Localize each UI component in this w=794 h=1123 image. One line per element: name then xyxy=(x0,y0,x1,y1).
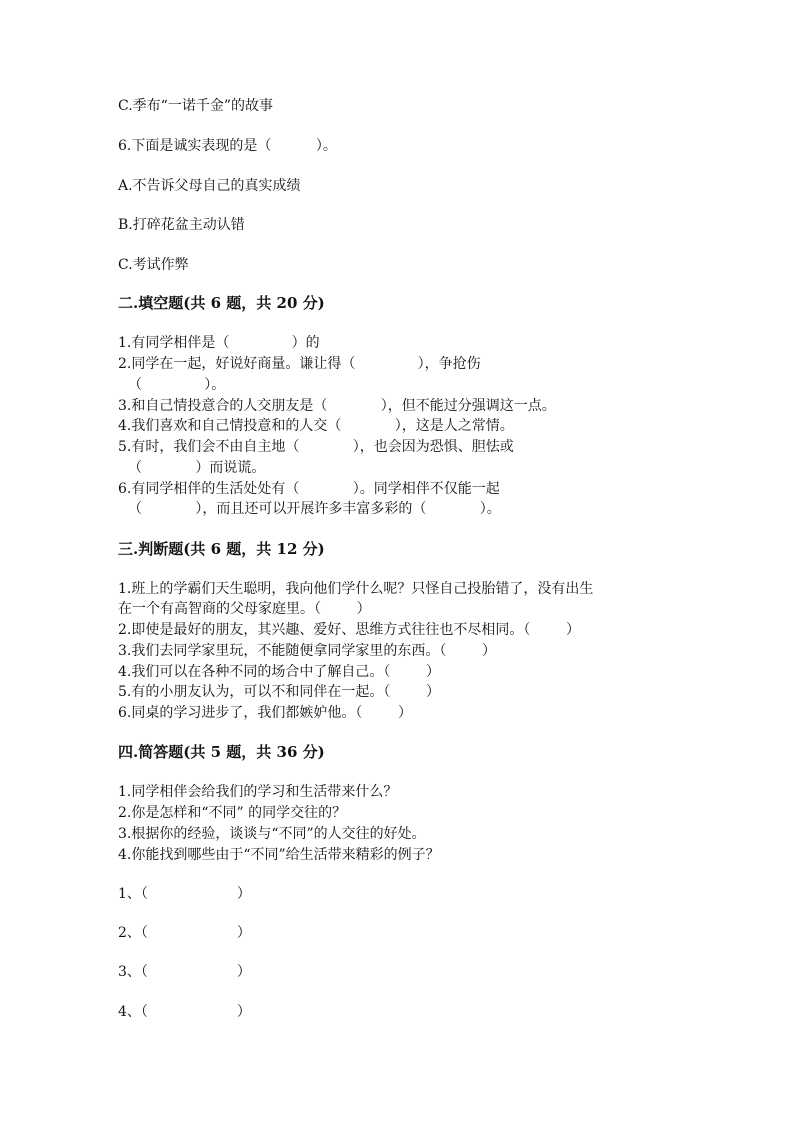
q5-option-c: C.季布“一诺千金”的故事 xyxy=(118,98,273,114)
fill-q2: 2.同学在一起，好说好商量。谦让得（ ），争抢伤 xyxy=(118,356,481,372)
answer-line-3: 3、（ ） xyxy=(118,964,251,980)
judge-q1-cont: 在一个有高智商的父母家庭里。（ ） xyxy=(118,601,371,617)
section-4-heading: 四.简答题(共 5 题，共 36 分) xyxy=(118,743,325,761)
fill-q6-cont: （ ），而且还可以开展许多丰富多彩的（ ）。 xyxy=(128,501,501,517)
q6-option-b: B.打碎花盆主动认错 xyxy=(118,217,245,233)
judge-q6: 6.同桌的学习进步了，我们都嫉妒他。（ ） xyxy=(118,705,412,721)
fill-q4: 4.我们喜欢和自己情投意和的人交（ ），这是人之常情。 xyxy=(118,418,514,434)
section-3-heading: 三.判断题(共 6 题，共 12 分) xyxy=(118,540,325,558)
answer-line-2: 2、（ ） xyxy=(118,925,251,941)
short-q2: 2.你是怎样和“不同” 的同学交往的？ xyxy=(118,805,347,821)
judge-q3: 3.我们去同学家里玩，不能随便拿同学家里的东西。（ ） xyxy=(118,643,496,659)
fill-q2-cont: （ ）。 xyxy=(128,377,226,393)
short-q4: 4.你能找到哪些由于“不同”给生活带来精彩的例子？ xyxy=(118,847,440,863)
short-q3: 3.根据你的经验，谈谈与“不同”的人交往的好处。 xyxy=(118,826,426,842)
judge-q2: 2.即使是最好的朋友，其兴趣、爱好、思维方式往往也不尽相同。（ ） xyxy=(118,622,580,638)
judge-q4: 4.我们可以在各种不同的场合中了解自己。（ ） xyxy=(118,664,440,680)
fill-q5: 5.有时，我们会不由自主地（ ），也会因为恐惧、胆怯或 xyxy=(118,439,514,455)
fill-q5-cont: （ ）而说谎。 xyxy=(128,460,266,476)
judge-q1: 1.班上的学霸们天生聪明，我向他们学什么呢？只怪自己投胎错了，没有出生 xyxy=(118,581,594,597)
short-q1: 1.同学相伴会给我们的学习和生活带来什么？ xyxy=(118,784,398,800)
judge-q5: 5.有的小朋友认为，可以不和同伴在一起。（ ） xyxy=(118,684,440,700)
fill-q3: 3.和自己情投意合的人交朋友是（ ），但不能过分强调这一点。 xyxy=(118,398,556,414)
answer-line-4: 4、（ ） xyxy=(118,1004,251,1020)
fill-q6: 6.有同学相伴的生活处处有（ ）。同学相伴不仅能一起 xyxy=(118,481,500,497)
q6-option-c: C.考试作弊 xyxy=(118,257,189,273)
section-2-heading: 二.填空题(共 6 题，共 20 分) xyxy=(118,294,325,312)
answer-line-1: 1、（ ） xyxy=(118,886,251,902)
q6-option-a: A.不告诉父母自己的真实成绩 xyxy=(118,178,301,194)
q6-stem: 6.下面是诚实表现的是（ ）。 xyxy=(118,138,337,154)
fill-q1: 1.有同学相伴是（ ）的 xyxy=(118,335,320,351)
